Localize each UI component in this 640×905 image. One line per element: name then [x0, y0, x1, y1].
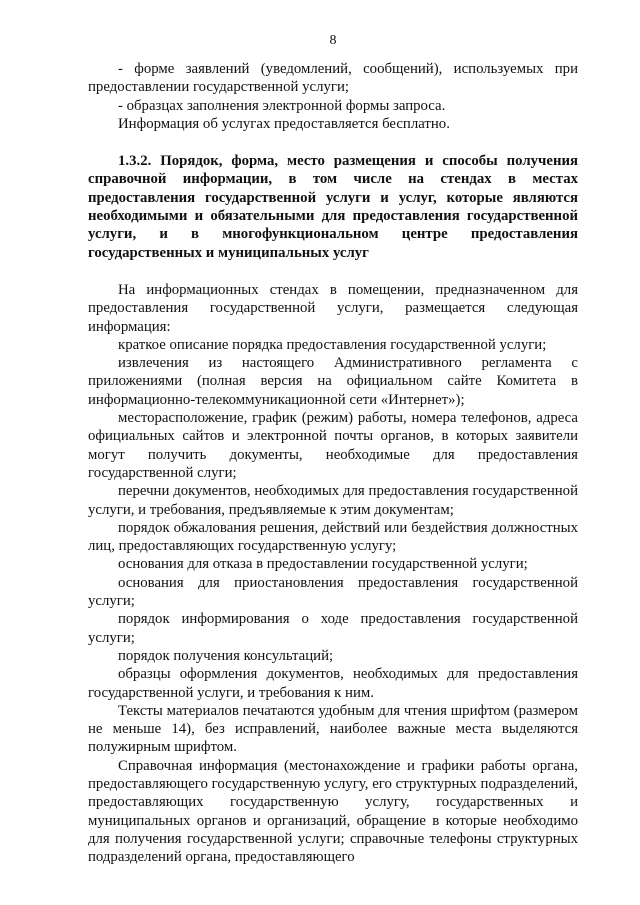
paragraph: краткое описание порядка предоставления государственной услуги;: [118, 336, 547, 353]
paragraph: - образцах заполнения электронной формы запроса.: [118, 97, 446, 114]
spacer: [88, 133, 578, 152]
paragraph: Тексты материалов печатаются удобным для чтения шрифтом (размером не меньше 14), без исправлений, наиболее важные места выделяются полужирным шрифтом.: [88, 702, 578, 756]
paragraph: основания для отказа в предоставлении государственной услуги;: [118, 556, 528, 573]
paragraph: порядок получения консультаций;: [118, 647, 334, 664]
paragraph: порядок обжалования решения, действий или бездействия должностных лиц, предоставляющих государственную услугу;: [88, 519, 578, 555]
paragraph: Информация об услугах предоставляется бесплатно.: [118, 115, 450, 132]
paragraph: месторасположение, график (режим) работы, номера телефонов, адреса официальных сайтов и электронной почты органов, в которых заявители могут получить документы, необходимые для предоставления государственной слуги;: [88, 410, 578, 481]
paragraph: На информационных стендах в помещении, предназначенном для предоставления государственной услуги, размещается следующая информация:: [88, 281, 578, 335]
paragraph: основания для приостановления предоставления государственной услуги;: [88, 574, 578, 610]
paragraph: Справочная информация (местонахождение и графики работы органа, предоставляющего государственную услугу, его структурных подразделений, предоставляющих государственную услугу, государственных и муниципальных органов и организаций, обращение в которые необходимо для получения государственной услуги; справочные телефоны структурных подразделений органа, предоставляющего: [88, 757, 578, 866]
spacer: [88, 262, 578, 281]
page-number: 8: [329, 33, 337, 48]
paragraph: образцы оформления документов, необходимых для предоставления государственной услуги, и требования к ним.: [88, 666, 578, 701]
section-heading: 1.3.2. Порядок, форма, место размещения и способы получения справочной информации, в том числе на стендах в местах предоставления государственной услуги и услуг, которые являются необходимыми и обязательными для предоставления государственной услуги, и в многофункциональном центре предоставления государственных и муниципальных услуг: [88, 153, 578, 261]
paragraph: извлечения из настоящего Административного регламента с приложениями (полная версия на официальном сайте Комитета в информационно-телекоммуникационной сети «Интернет»);: [88, 355, 578, 408]
document-page: [88, 32, 578, 866]
paragraph: перечни документов, необходимых для предоставления государственной услуги, и требования, предъявляемые к этим документам;: [88, 483, 578, 518]
paragraph: порядок информирования о ходе предоставления государственной услуги;: [88, 611, 578, 646]
paragraph: - форме заявлений (уведомлений, сообщений), используемых при предоставлении государственной услуги;: [88, 61, 578, 96]
